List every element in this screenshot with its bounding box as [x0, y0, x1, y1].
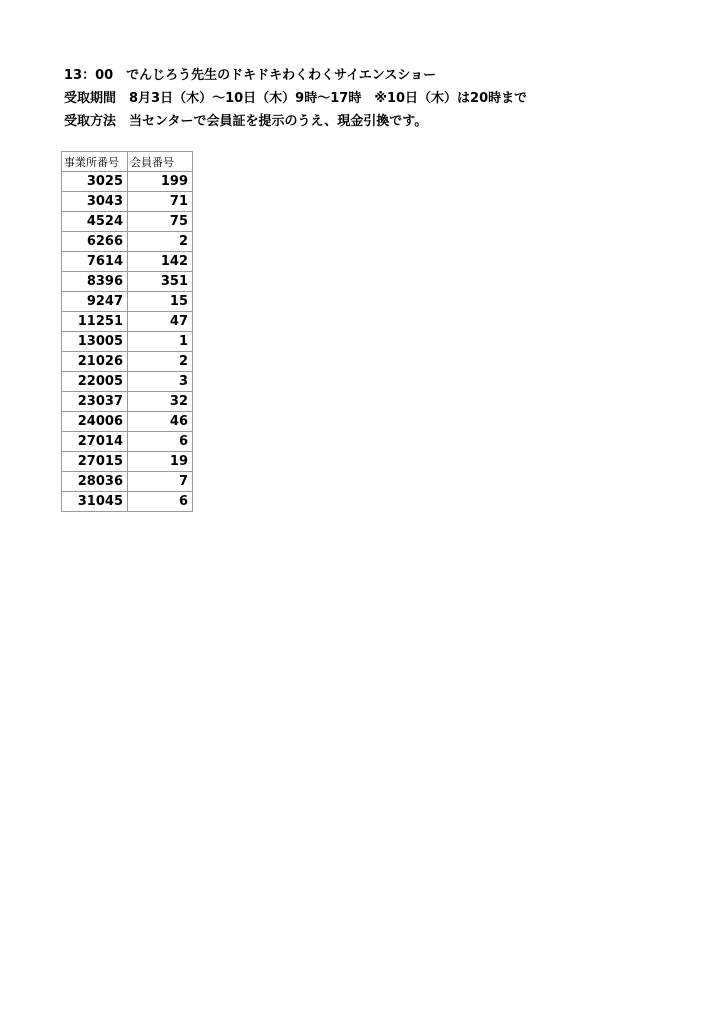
office-number-cell: 24006	[62, 412, 128, 432]
event-title: 13：00 でんじろう先生のドキドキわくわくサイエンスショー	[64, 68, 437, 83]
member-number-cell: 6	[128, 492, 193, 512]
table-row	[62, 412, 193, 432]
table-row	[62, 452, 193, 472]
table-body	[62, 172, 193, 512]
table-row	[62, 372, 193, 392]
office-number-cell: 31045	[62, 492, 128, 512]
office-number-cell: 6266	[62, 232, 128, 252]
table-row	[62, 392, 193, 412]
member-number-cell: 71	[128, 192, 193, 212]
member-number-cell: 351	[128, 272, 193, 292]
member-number-cell: 2	[128, 352, 193, 372]
member-number-cell: 2	[128, 232, 193, 252]
office-number-cell: 3025	[62, 172, 128, 192]
table-row	[62, 472, 193, 492]
member-number-cell: 3	[128, 372, 193, 392]
column-header-member-number: 会員番号	[128, 152, 193, 172]
member-number-cell: 19	[128, 452, 193, 472]
member-number-cell: 15	[128, 292, 193, 312]
notice-header	[64, 64, 527, 133]
pickup-method: 受取方法 当センターで会員証を提示のうえ、現金引換です。	[64, 114, 428, 129]
table-row	[62, 172, 193, 192]
table-row	[62, 432, 193, 452]
member-number-cell: 199	[128, 172, 193, 192]
office-number-cell: 28036	[62, 472, 128, 492]
office-number-cell: 8396	[62, 272, 128, 292]
member-number-cell: 6	[128, 432, 193, 452]
office-number-cell: 4524	[62, 212, 128, 232]
column-header-office-number: 事業所番号	[62, 152, 128, 172]
office-number-cell: 11251	[62, 312, 128, 332]
member-number-cell: 46	[128, 412, 193, 432]
winner-table	[61, 151, 193, 512]
office-number-cell: 9247	[62, 292, 128, 312]
office-number-cell: 21026	[62, 352, 128, 372]
member-number-cell: 32	[128, 392, 193, 412]
office-number-cell: 23037	[62, 392, 128, 412]
office-number-cell: 7614	[62, 252, 128, 272]
member-number-cell: 75	[128, 212, 193, 232]
table-row	[62, 352, 193, 372]
office-number-cell: 3043	[62, 192, 128, 212]
member-number-cell: 7	[128, 472, 193, 492]
table-row	[62, 232, 193, 252]
office-number-cell: 22005	[62, 372, 128, 392]
table-row	[62, 292, 193, 312]
office-number-cell: 27014	[62, 432, 128, 452]
table-header-row	[62, 152, 193, 172]
table-row	[62, 212, 193, 232]
member-number-cell: 1	[128, 332, 193, 352]
pickup-period: 受取期間 8月3日（木）～10日（木）9時～17時 ※10日（木）は20時まで	[64, 91, 528, 106]
table-row	[62, 252, 193, 272]
table-row	[62, 492, 193, 512]
table-row	[62, 272, 193, 292]
table-row	[62, 332, 193, 352]
office-number-cell: 27015	[62, 452, 128, 472]
table-row	[62, 312, 193, 332]
member-number-cell: 47	[128, 312, 193, 332]
table-row	[62, 192, 193, 212]
member-number-cell: 142	[128, 252, 193, 272]
office-number-cell: 13005	[62, 332, 128, 352]
